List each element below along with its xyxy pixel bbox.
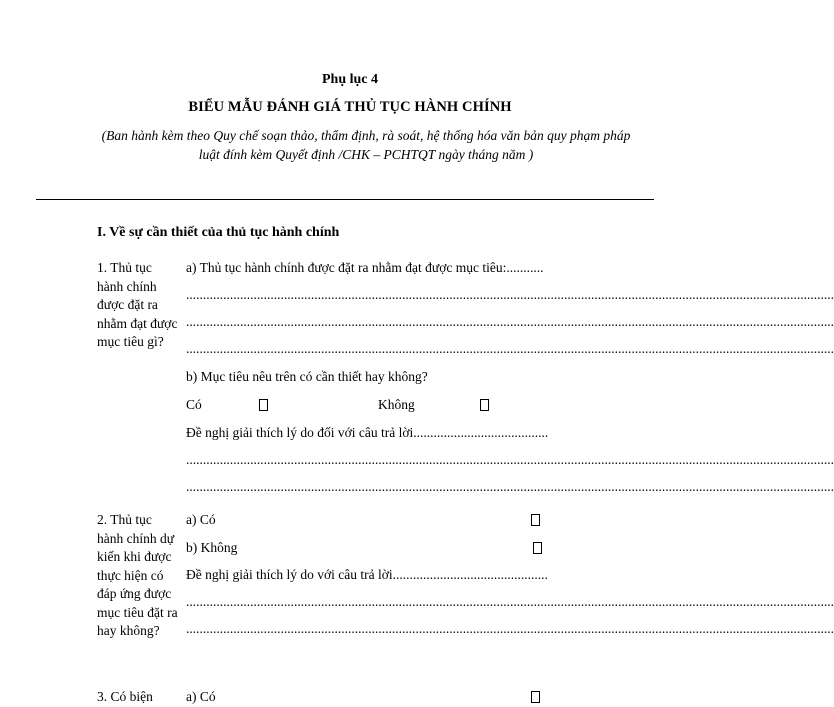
- q2-no-checkbox[interactable]: [533, 542, 542, 554]
- q1-option-b-text: b) Mục tiêu nêu trên có cần thiết hay không?: [186, 369, 428, 384]
- question-2-label: 2. Thủ tục hành chính dự kiến khi được thực hiện có đáp ứng được mục tiêu đặt ra hay không?: [97, 512, 178, 638]
- q3-yes-checkbox[interactable]: [531, 691, 540, 703]
- q2-explain-line-1[interactable]: ................................................................................................................................................................................................: [186, 594, 834, 609]
- q2-explain-line-2[interactable]: ................................................................................................................................................................................................: [186, 621, 834, 636]
- q1-option-a-text: a) Thủ tục hành chính được đặt ra nhằm đạt được mục tiêu:...........: [186, 260, 544, 275]
- q1-no-checkbox[interactable]: [480, 399, 489, 411]
- q1-explain-line-1[interactable]: ................................................................................................................................................................................................: [186, 452, 834, 467]
- q1-explain-text: Đề nghị giải thích lý do đối với câu trả lời........................................: [186, 425, 549, 440]
- q1-answer-line-2[interactable]: ................................................................................................................................................................................................: [186, 314, 834, 329]
- q2-option-a-text: a) Có: [186, 512, 216, 527]
- q2-yes-checkbox[interactable]: [531, 514, 540, 526]
- q1-explain-line-2[interactable]: ................................................................................................................................................................................................: [186, 479, 834, 494]
- q1-no-label: Không: [378, 397, 415, 412]
- q1-yes-checkbox[interactable]: [259, 399, 268, 411]
- form-title: BIỂU MẪU ĐÁNH GIÁ THỦ TỤC HÀNH CHÍNH: [188, 99, 512, 115]
- q2-explain-text: Đề nghị giải thích lý do với câu trả lời..............................................: [186, 567, 548, 582]
- question-1-label: 1. Thủ tục hành chính được đặt ra nhằm đạt được mục tiêu gì?: [97, 260, 178, 349]
- header-divider: [36, 199, 654, 200]
- section-title: I. Về sự cần thiết của thủ tục hành chính: [97, 225, 340, 240]
- q1-yes-label: Có: [186, 397, 202, 412]
- q2-option-b-text: b) Không: [186, 540, 238, 555]
- q1-answer-line-3[interactable]: ................................................................................................................................................................................................: [186, 341, 834, 356]
- issued-by-note: (Ban hành kèm theo Quy chế soạn thảo, thẩm định, rà soát, hệ thống hóa văn bản quy phạm pháp luật đính kèm Quyết định /CHK – PCHTQT ngày tháng năm ): [101, 128, 631, 162]
- appendix-label: Phụ lục 4: [321, 72, 378, 87]
- q1-answer-line-1[interactable]: ................................................................................................................................................................................................: [186, 287, 834, 302]
- question-3-label: 3. Có biện: [97, 689, 153, 704]
- q3-option-a-text: a) Có: [186, 689, 216, 704]
